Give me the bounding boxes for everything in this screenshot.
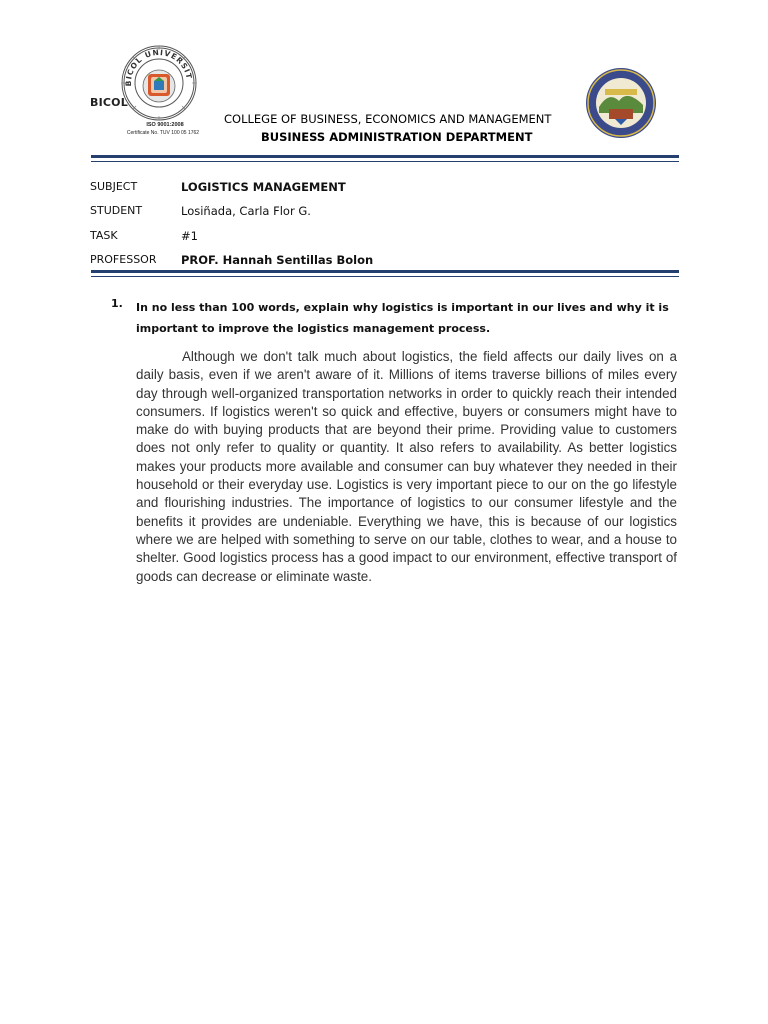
- info-rule-thin: [91, 276, 679, 277]
- task-value: #1: [181, 229, 198, 243]
- college-name: COLLEGE OF BUSINESS, ECONOMICS AND MANAGEMENT: [224, 112, 552, 126]
- subject-label: SUBJECT: [90, 180, 138, 193]
- question-text: In no less than 100 words, explain why logistics is important in our lives and why it is important to improve the logistics management process.: [136, 301, 669, 335]
- subject-value: LOGISTICS MANAGEMENT: [181, 180, 346, 194]
- college-seal-icon: [585, 67, 657, 139]
- student-label: STUDENT: [90, 204, 143, 217]
- question-number: 1.: [111, 297, 123, 310]
- certificate-number: Certificate No. TUV 100 05 1762: [126, 130, 200, 136]
- task-label: TASK: [90, 229, 118, 242]
- student-value: Losiñada, Carla Flor G.: [181, 204, 311, 218]
- header-rule-thick: [91, 155, 679, 158]
- professor-value: PROF. Hannah Sentillas Bolon: [181, 253, 374, 267]
- university-name-prefix: BICOL: [90, 96, 128, 109]
- department-name: BUSINESS ADMINISTRATION DEPARTMENT: [261, 130, 533, 144]
- header-rule-thin: [91, 161, 679, 162]
- logo-ring-text: BICOL UNIVERSIT: [123, 47, 194, 87]
- answer-paragraph: Although we don't talk much about logistics, the field affects our daily lives on a daily basis, even if we aren't aware of it. Millions of items traverse billions of miles every day through well-organized transportation networks in order to quickly reach their intended consumers. If logistics weren't so quick and effective, buyers or consumers might have to make do with buying products that are beyond their prime. Providing value to customers does not only refer to quality or quantity. It also refers to availability. As better logistics makes your products more available and consumer can buy whatever they needed in their household or their everyday use. Logistics is very important piece to our on the go lifestyle and flourishing industries. The importance of logistics to our consumer lifestyle and the benefits it provides are undeniable. Everything we have, this is because of our logistics where we are helped with something to serve on our table, clothes to wear, and a house to shelter. Good logistics process has a good impact to our environment, effective transport of goods can decrease or eliminate waste.: [136, 349, 677, 584]
- info-rule-thick: [91, 270, 679, 273]
- professor-label: PROFESSOR: [90, 253, 157, 266]
- iso-certification: ISO 9001:2008: [146, 122, 184, 128]
- university-seal-icon: [120, 44, 198, 122]
